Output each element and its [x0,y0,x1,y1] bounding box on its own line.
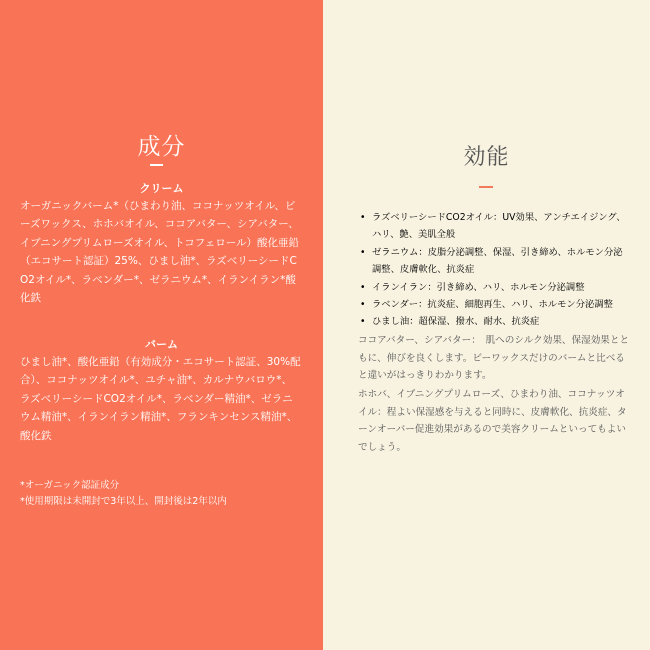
ingredients-panel [0,0,323,650]
butter-effect-paragraph: ココアバター、シアバター： 肌へのシルク効果、保湿効果とともに、伸びを良くします。ビーワックスだけのバームと比べると違いがはっきりわかります。 [358,335,630,382]
list-item: • ラベンダー：抗炎症、細胞再生、ハリ、ホルモン分泌調整 [360,296,628,313]
bullet-icon: • [360,212,366,223]
bullet-icon: • [360,316,366,328]
effects-list [360,209,628,331]
effects-title: 効能 [463,145,510,170]
bullet-icon: • [360,246,366,258]
bullet-icon: • [360,281,366,293]
balm-heading: バーム [145,338,178,351]
effects-title-divider [479,186,493,188]
ingredients-notes [20,478,310,510]
balm-ingredients-text: ひまし油*、酸化亜鉛（有効成分・エコサート認証、30%配合）、ココナッツオイル*、ユチャ油*、カルナウバロウ*、ラズベリーシードCO2オイル*、ラベンダー精油*、ゼラニウム精油*、イランイラン精油*、フランキンセンス精油*、酸化鉄 [20,356,301,442]
list-item: • ひまし油：超保湿、撥水、耐水、抗炎症 [360,313,628,330]
list-item: • ゼラニウム：皮脂分泌調整、保湿、引き締め、ホルモン分泌調整、皮膚軟化、抗炎症 [360,244,628,279]
ingredients-title: 成分 [137,134,186,160]
ingredients-title-divider [150,164,163,166]
cream-ingredients-text: オーガニックバーム*（ひまわり油、ココナッツオイル、ビーズワックス、ホホバオイル、ココアバター、シアバター、イブニングプリムローズオイル、トコフェロール）酸化亜鉛（エコサート認証）25%、ひまし油*、ラズベリーシードCO2オイル*、ラベンダー*、ゼラニウム*、イランイラン*酸化鉄 [20,200,299,305]
organic-note: *オーガニック認証成分 [20,480,120,491]
expiry-note: *使用期限は未開封で3年以上、開封後は2年以内 [20,496,227,507]
oil-effect-paragraph: ホホバ、イブニングプリムローズ、ひまわり油、ココナッツオイル：程よい保湿感を与えると同時に、皮膚軟化、抗炎症、ターンオーバー促進効果があるので美容クリームといってもよいでしょう。 [358,389,627,453]
list-item: • イランイラン：引き締め、ハリ、ホルモン分泌調整 [360,279,628,296]
bullet-icon: • [360,299,366,311]
cream-heading: クリーム [139,182,184,195]
list-item: • ラズベリーシードCO2オイル：UV効果、アンチエイジング、ハリ、艶、美肌全般 [360,209,628,244]
